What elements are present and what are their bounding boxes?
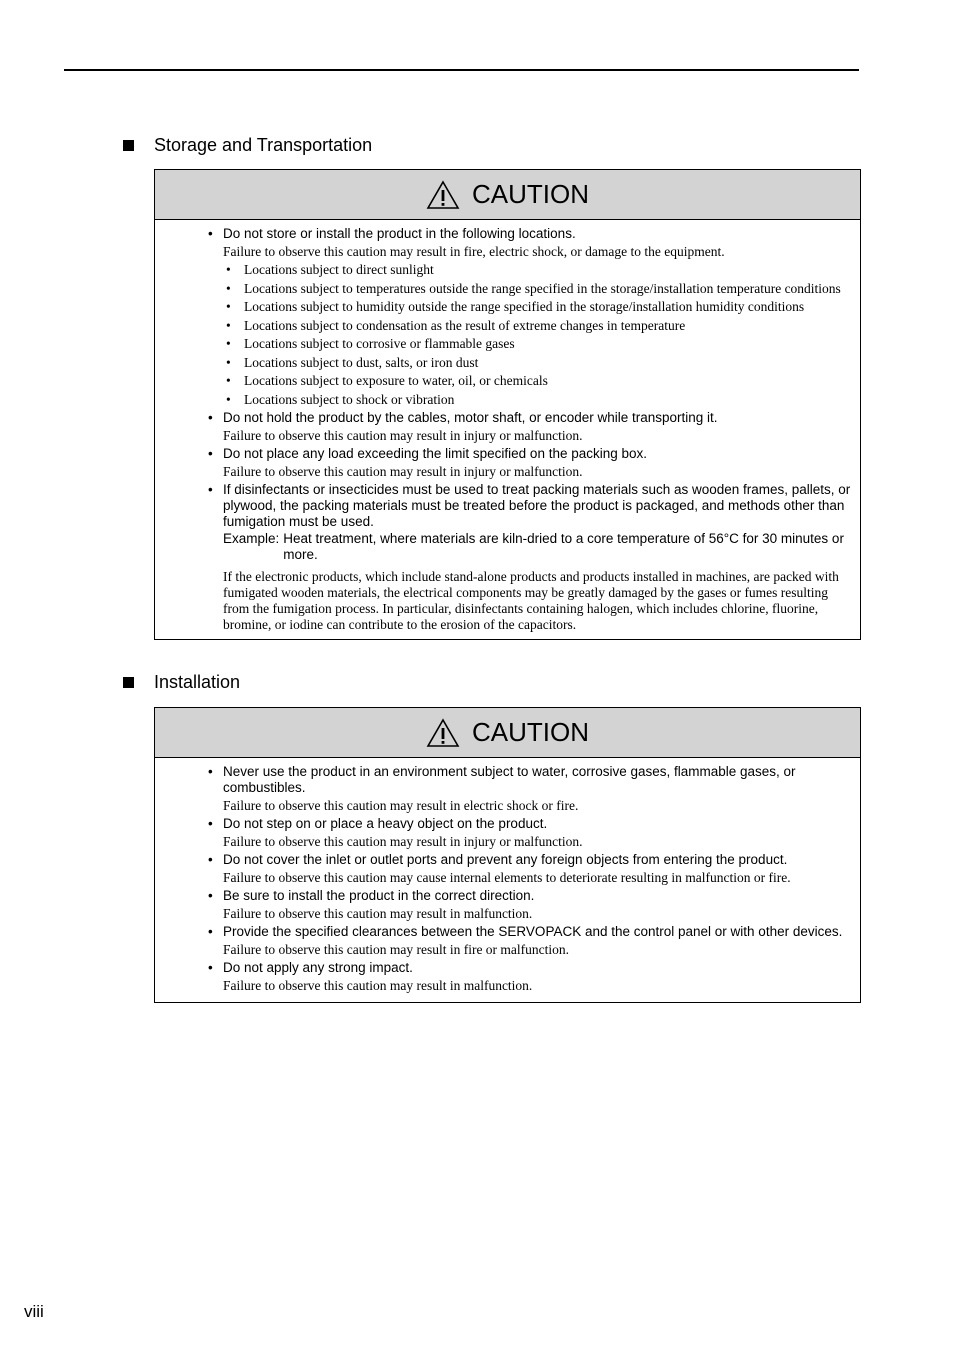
list-item: • Never use the product in an environment subject to water, corrosive gases, flammable gases, or combustibles. Failure to observe this caution may result in electric shock or fire. bbox=[208, 764, 854, 814]
list-item: • Be sure to install the product in the correct direction. Failure to observe this caution may result in malfunction. bbox=[208, 888, 854, 922]
caution-box-storage bbox=[154, 169, 861, 640]
list-item: • If disinfectants or insecticides must be used to treat packing materials such as wooden frames, pallets, or plywood, the packing materials must be treated before the product is packaged, and methods other than fumigation must be used. Example: Heat treatment, where materials are kiln-dried to a core temperature of 56°C for 30 minutes or more. If the electronic products, which include stand-alone products and products installed in machines, are packed with fumigated wooden materials, the electrical components may be greatly damaged by the gases or fumes resulting from the fumigation process. In particular, disinfectants containing halogen, which includes chlorine, fluorine, bromine, or iodine can contribute to the erosion of the capacitors. bbox=[208, 482, 854, 633]
caution-statement: Provide the specified clearances between the SERVOPACK and the control panel or with other devices. bbox=[223, 924, 843, 939]
location-item: • Locations subject to shock or vibration bbox=[226, 391, 455, 407]
caution-statement: If disinfectants or insecticides must be used to treat packing materials such as wooden frames, pallets, or plywood, the packing materials must be treated before the product is packaged, and methods other than fumigation must be used. bbox=[223, 482, 851, 529]
caution-consequence: Failure to observe this caution may result in malfunction. bbox=[223, 978, 533, 993]
location-item: • Locations subject to corrosive or flammable gases bbox=[226, 336, 515, 351]
caution-consequence: Failure to observe this caution may result in fire, electric shock, or damage to the equipment. bbox=[223, 244, 725, 259]
caution-consequence: Failure to observe this caution may result in injury or malfunction. bbox=[223, 464, 583, 479]
example-label: Example: bbox=[223, 531, 280, 546]
list-item: • Do not cover the inlet or outlet ports and prevent any foreign objects from entering the product. Failure to observe this caution may cause internal elements to deteriorate resulting in malfunction or fire. bbox=[208, 852, 854, 886]
location-item: • Locations subject to humidity outside the range specified in the storage/installation humidity conditions bbox=[226, 299, 805, 314]
caution-statement: Do not cover the inlet or outlet ports and prevent any foreign objects from entering the product. bbox=[223, 852, 788, 867]
caution-consequence: Failure to observe this caution may result in injury or malfunction. bbox=[223, 834, 583, 849]
caution-statement: Do not step on or place a heavy object on the product. bbox=[223, 816, 548, 831]
caution-label: CAUTION bbox=[472, 179, 589, 209]
list-item: • Provide the specified clearances between the SERVOPACK and the control panel or with other devices. Failure to observe this caution may result in fire or malfunction. bbox=[208, 924, 854, 958]
list-item: • Do not store or install the product in the following locations. Failure to observe this caution may result in fire, electric shock, or damage to the equipment. • Locations subject to direct sunlight • Locations subject to temperatures outside the range specified in the storage/installation temperature conditions • Locations subject to humidity outside the range specified in the storage/installation humidity conditions • Locations subject to condensation as the result of extreme changes in temperature • Locations subject to corrosive or flammable gases • Locations subject to dust, salts, or iron dust • Locations subject to exposure to water, oil, or chemicals • Locations subject to shock or vibration bbox=[208, 226, 854, 408]
caution-body bbox=[155, 758, 860, 1002]
caution-statement: Do not hold the product by the cables, motor shaft, or encoder while transporting it. bbox=[223, 410, 718, 425]
list-item: • Do not apply any strong impact. Failure to observe this caution may result in malfunction. bbox=[208, 960, 854, 994]
location-item: • Locations subject to temperatures outside the range specified in the storage/installation temperature conditions bbox=[226, 280, 841, 296]
caution-label: CAUTION bbox=[472, 717, 589, 747]
caution-consequence: Failure to observe this caution may result in electric shock or fire. bbox=[223, 798, 579, 813]
example-text: Heat treatment, where materials are kiln-dried to a core temperature of 56°C for 30 minutes or more. bbox=[283, 531, 844, 562]
square-bullet-icon bbox=[123, 677, 134, 688]
caution-body bbox=[155, 220, 860, 639]
caution-consequence: Failure to observe this caution may result in fire or malfunction. bbox=[223, 942, 570, 957]
warning-triangle-icon bbox=[426, 180, 460, 210]
location-item: • Locations subject to dust, salts, or iron dust bbox=[226, 354, 479, 370]
list-item: • Do not hold the product by the cables, motor shaft, or encoder while transporting it. Failure to observe this caution may result in injury or malfunction. bbox=[208, 410, 854, 444]
section-heading-storage bbox=[123, 135, 372, 156]
section-title: Installation bbox=[154, 672, 241, 692]
fumigation-note: If the electronic products, which include stand-alone products and products installed in machines, are packed with fumigated wooden materials, the electrical components may be greatly damaged by the gases or fumes resulting from the fumigation process. In particular, disinfectants containing halogen, which includes chlorine, fluorine, bromine, or iodine can contribute to the erosion of the capacitors. bbox=[223, 569, 839, 632]
caution-box-installation bbox=[154, 707, 861, 1003]
caution-consequence: Failure to observe this caution may result in malfunction. bbox=[223, 906, 533, 921]
section-heading-installation bbox=[123, 672, 240, 693]
header-rule bbox=[64, 69, 859, 71]
caution-statement: Never use the product in an environment subject to water, corrosive gases, flammable gases, or combustibles. bbox=[223, 764, 796, 795]
warning-triangle-icon bbox=[426, 718, 460, 748]
list-item: • Do not step on or place a heavy object on the product. Failure to observe this caution may result in injury or malfunction. bbox=[208, 816, 854, 850]
caution-statement: Do not apply any strong impact. bbox=[223, 960, 413, 975]
caution-statement: Do not place any load exceeding the limit specified on the packing box. bbox=[223, 446, 648, 461]
caution-header bbox=[155, 170, 860, 220]
example bbox=[223, 531, 854, 563]
square-bullet-icon bbox=[123, 140, 134, 151]
caution-header bbox=[155, 708, 860, 758]
caution-statement: Be sure to install the product in the correct direction. bbox=[223, 888, 535, 903]
caution-consequence: Failure to observe this caution may cause internal elements to deteriorate resulting in malfunction or fire. bbox=[223, 870, 791, 885]
caution-statement: Do not store or install the product in the following locations. bbox=[223, 226, 576, 241]
location-item: • Locations subject to exposure to water, oil, or chemicals bbox=[226, 373, 548, 388]
location-item: • Locations subject to direct sunlight bbox=[226, 262, 434, 277]
section-title: Storage and Transportation bbox=[154, 135, 373, 155]
location-item: • Locations subject to condensation as the result of extreme changes in temperature bbox=[226, 317, 686, 333]
page-number: viii bbox=[24, 1302, 44, 1321]
list-item: • Do not place any load exceeding the limit specified on the packing box. Failure to observe this caution may result in injury or malfunction. bbox=[208, 446, 854, 480]
caution-consequence: Failure to observe this caution may result in injury or malfunction. bbox=[223, 428, 583, 443]
